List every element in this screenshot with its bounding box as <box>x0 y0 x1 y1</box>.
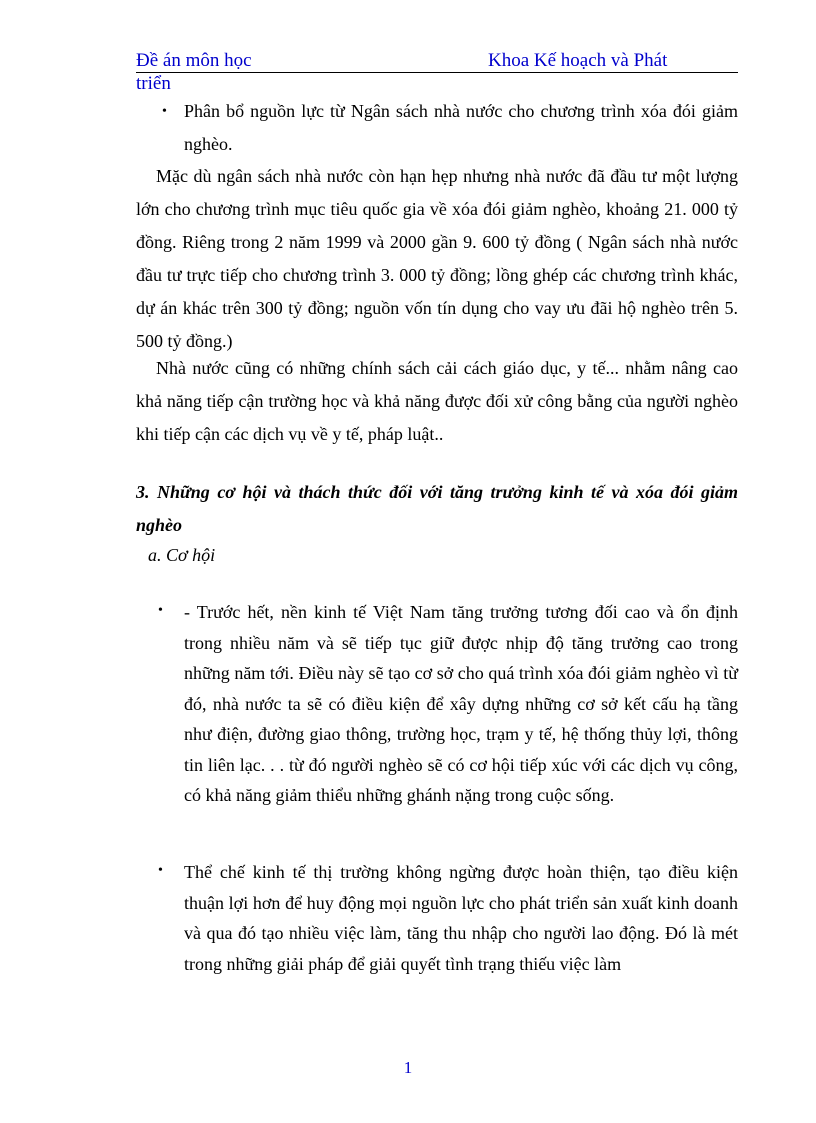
paragraph-budget-investment: Mặc dù ngân sách nhà nước còn hạn hẹp nhưng nhà nước đã đầu tư một lượng lớn cho chương trình mục tiêu quốc gia về xóa đói giảm nghèo, khoảng 21. 000 tỷ đồng. Riêng trong 2 năm 1999 và 2000 gần 9. 600 tỷ đồng ( Ngân sách nhà nước đầu tư trực tiếp cho chương trình 3. 000 tỷ đồng; lồng ghép các chương trình khác, dự án khác trên 300 tỷ đồng; nguồn vốn tín dụng cho vay ưu đãi hộ nghèo trên 5. 500 tỷ đồng.) <box>136 166 738 351</box>
bullet-dot-icon: • <box>158 863 163 878</box>
header-course-title: Đề án môn học <box>136 50 252 71</box>
bullet-item-growth: - Trước hết, nền kinh tế Việt Nam tăng trưởng tương đối cao và ổn định trong nhiều năm và sẽ tiếp tục giữ được nhịp độ tăng trưởng cao trong những năm tới. Điều này sẽ tạo cơ sở cho quá trình xóa đói giảm nghèo vì từ đó, nhà nước ta sẽ có điều kiện để xây dựng những cơ sở kết cấu hạ tầng như điện, đường giao thông, trường học, trạm y tế, hệ thống thủy lợi, thông tin liên lạc. . . từ đó người nghèo sẽ có cơ hội tiếp xúc với các dịch vụ công, có khả năng giảm thiểu những ghánh nặng trong cuộc sống. <box>184 602 738 805</box>
header-faculty: Khoa Kế hoạch và Phát <box>488 50 668 71</box>
page-number: 1 <box>403 1058 413 1077</box>
paragraph-reform-policies: Nhà nước cũng có những chính sách cải cách giáo dục, y tế... nhằm nâng cao khả năng tiếp cận trường học và khả năng được đối xử công bằng của người nghèo khi tiếp cận các dịch vụ về y tế, pháp luật.. <box>136 358 738 444</box>
bullet-budget-allocation: Phân bổ nguồn lực từ Ngân sách nhà nước cho chương trình xóa đói giảm nghèo. <box>184 101 738 154</box>
header-faculty-continuation: triển <box>136 73 171 94</box>
header-line <box>136 50 738 73</box>
subsection-heading: a. Cơ hội <box>148 545 216 565</box>
bullet-dot-icon: • <box>158 603 163 618</box>
bullet-item-market-institutions: Thể chế kinh tế thị trường không ngừng được hoàn thiện, tạo điều kiện thuận lợi hơn để huy động mọi nguồn lực cho phát triển sản xuất kinh doanh và qua đó tạo nhiều việc làm, tăng thu nhập cho người lao động. Đó là mét trong những giải pháp để giải quyết tình trạng thiếu việc làm <box>184 862 738 974</box>
bullet-dot-icon: • <box>162 104 167 119</box>
page-header <box>136 50 738 95</box>
section-heading: 3. Những cơ hội và thách thức đối với tăng trưởng kinh tế và xóa đói giảm nghèo <box>136 482 738 535</box>
